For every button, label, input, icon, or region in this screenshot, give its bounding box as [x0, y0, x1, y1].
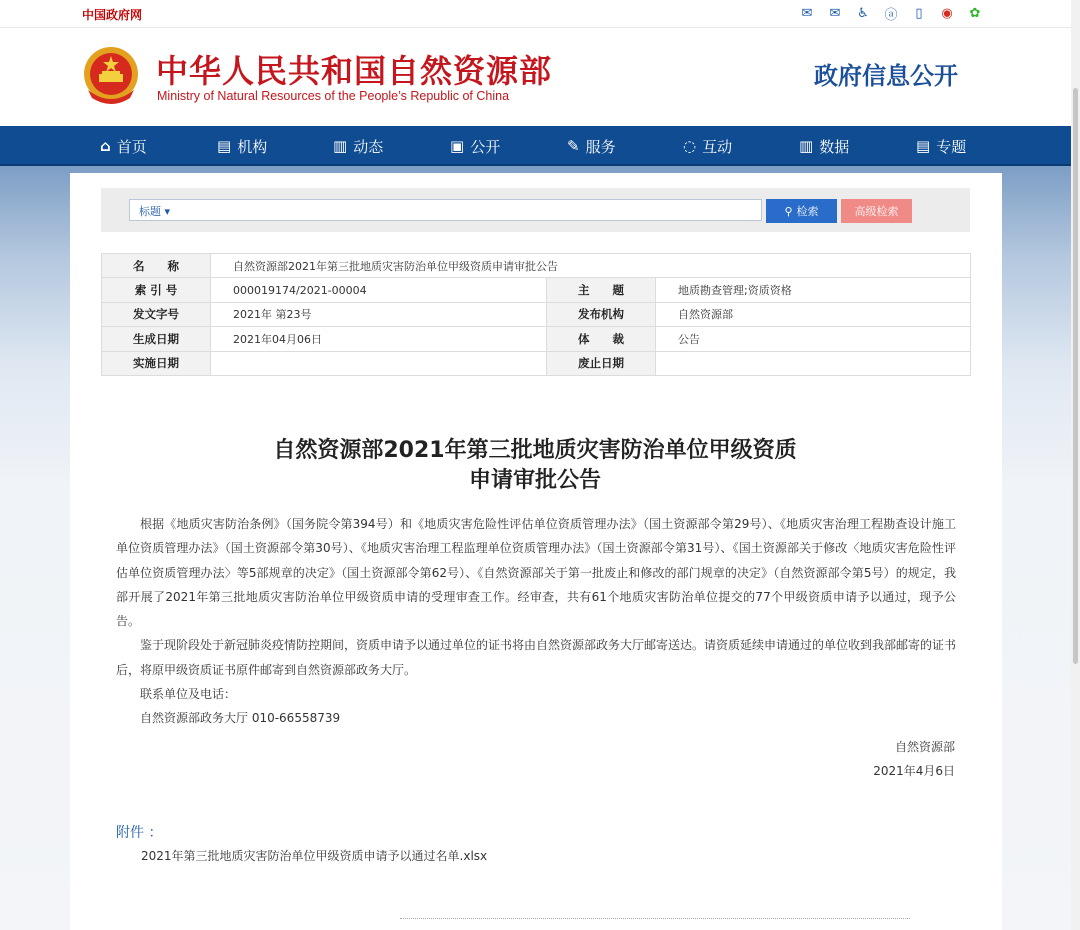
top-bar [0, 0, 1080, 28]
nav-item-label: 数据 [819, 137, 850, 156]
table-row [102, 351, 971, 375]
nav-item-public[interactable] [450, 126, 500, 166]
site-header [0, 28, 1080, 126]
search-input[interactable] [185, 201, 755, 219]
organization-icon: ▤ [217, 137, 232, 155]
mail-icon[interactable]: ✉ [801, 5, 813, 21]
info-public-link[interactable]: 政府信息公开 [814, 62, 958, 90]
search-icon: ⚲ [784, 205, 793, 218]
nav-item-news[interactable] [333, 126, 383, 166]
attachment-file-link[interactable]: 2021年第三批地质灾害防治单位甲级资质申请予以通过名单.xlsx [141, 849, 488, 863]
subject-value: 地质勘查管理;资质资格 [656, 278, 971, 302]
nav-item-label: 专题 [936, 137, 967, 156]
table-row [102, 302, 971, 326]
mail-open-icon[interactable]: ✉ [829, 5, 841, 21]
generated-date-label: 生成日期 [102, 327, 211, 351]
paragraph: 自然资源部政务大厅 010-66558739 [140, 711, 341, 726]
paragraph: 鉴于现阶段处于新冠肺炎疫情防控期间，资质申请予以通过单位的证书将由自然资源部政务大厅邮寄送达。请资质延续申请通过的单位收到我部邮寄的证书后，将原甲级资质证书原件邮寄到自然资源部政务大厅。 [116, 638, 957, 677]
search-box [129, 199, 762, 221]
implementation-date-label: 实施日期 [102, 351, 211, 375]
paragraph: 联系单位及电话： [140, 687, 237, 702]
weibo-icon[interactable]: ◉ [941, 5, 953, 21]
name-value: 自然资源部2021年第三批地质灾害防治单位甲级资质申请审批公告 [211, 254, 971, 278]
article-title-line2: 申请审批公告 [468, 468, 601, 493]
nav-item-service[interactable] [567, 126, 616, 166]
nav-item-label: 首页 [116, 137, 147, 156]
nav-item-label: 机构 [237, 137, 268, 156]
divider [400, 918, 910, 919]
name-label: 名 称 [102, 254, 211, 278]
nav-item-topics[interactable] [916, 126, 966, 166]
site-title[interactable]: 中华人民共和国自然资源部 [156, 52, 553, 90]
genre-value: 公告 [656, 327, 971, 351]
scrollbar-thumb[interactable] [1073, 88, 1078, 664]
nav-item-label: 公开 [470, 137, 501, 156]
document-metadata-table [101, 253, 971, 376]
genre-label: 体 裁 [547, 327, 656, 351]
home-icon: ⌂ [100, 137, 111, 155]
edit-icon: ✎ [567, 137, 580, 155]
document-icon: ▤ [916, 137, 931, 155]
signature-org: 自然资源部 [894, 740, 955, 754]
nav-item-interaction[interactable] [683, 126, 732, 166]
search-button-label: 检索 [796, 206, 819, 218]
article-title [150, 436, 920, 496]
issuer-value: 自然资源部 [656, 302, 971, 326]
search-type-dropdown[interactable]: 标题 ▾ [139, 205, 171, 218]
implementation-date-value [211, 351, 547, 375]
issuer-label: 发布机构 [547, 302, 656, 326]
gov-portal-link[interactable]: 中国政府网 [82, 8, 143, 22]
generated-date-value: 2021年04月06日 [211, 327, 547, 351]
main-nav [0, 126, 1080, 166]
wechat-icon[interactable]: ✿ [969, 5, 981, 21]
article-body [116, 512, 956, 731]
nav-item-label: 动态 [353, 137, 384, 156]
docno-value: 2021年 第23号 [211, 302, 547, 326]
signature-date: 2021年4月6日 [873, 764, 955, 778]
nav-item-home[interactable] [100, 126, 147, 166]
accessibility-icon[interactable]: ♿ [857, 5, 869, 21]
article-title-line1: 自然资源部2021年第三批地质灾害防治单位甲级资质 [273, 438, 797, 463]
nav-item-label: 服务 [585, 137, 616, 156]
abolition-date-value [656, 351, 971, 375]
top-icon-group [798, 4, 984, 22]
advanced-search-button[interactable]: 高级检索 [841, 199, 912, 223]
national-emblem-icon [80, 44, 142, 108]
subject-label: 主 题 [547, 278, 656, 302]
app-icon[interactable]: ⓐ [884, 7, 898, 23]
bar-chart-icon: ▥ [799, 137, 814, 155]
book-icon: ▥ [333, 137, 348, 155]
search-button[interactable] [766, 199, 837, 223]
abolition-date-label: 废止日期 [547, 351, 656, 375]
docno-label: 发文字号 [102, 302, 211, 326]
monitor-icon: ▣ [450, 137, 465, 155]
nav-item-organization[interactable] [217, 126, 267, 166]
table-row [102, 278, 971, 302]
paragraph: 根据《地质灾害防治条例》（国务院令第394号）和《地质灾害危险性评估单位资质管理办法》（国土资源部令第29号）、《地质灾害治理工程勘查设计施工单位资质管理办法》（国土资源部令第30号）、《地质灾害治理工程监理单位资质管理办法》（国土资源部令第31号）、《国土资源部关于修改〈地质灾害危险性评估单位资质管理办法〉等5部规章的决定》（国土资源部令第62号）、《自然资源部关于第一批废止和修改的部门规章的决定》（自然资源部令第5号）的规定，我部开展了2021年第三批地质灾害防治单位甲级资质申请的受理审查工作。经审查，共有61个地质灾害防治单位提交的77个甲级资质申请予以通过，现予公告。 [116, 517, 956, 629]
attachment-label: 附件 ： [116, 825, 163, 841]
nav-item-label: 互动 [702, 137, 733, 156]
chat-icon: ◌ [683, 137, 697, 155]
nav-item-data[interactable] [799, 126, 849, 166]
mobile-icon[interactable]: ▯ [915, 5, 923, 21]
table-row [102, 254, 971, 278]
table-row [102, 327, 971, 351]
index-value: 000019174/2021-00004 [211, 278, 547, 302]
site-subtitle: Ministry of Natural Resources of the People’s Republic of China [157, 89, 510, 103]
index-label: 索 引 号 [102, 278, 211, 302]
